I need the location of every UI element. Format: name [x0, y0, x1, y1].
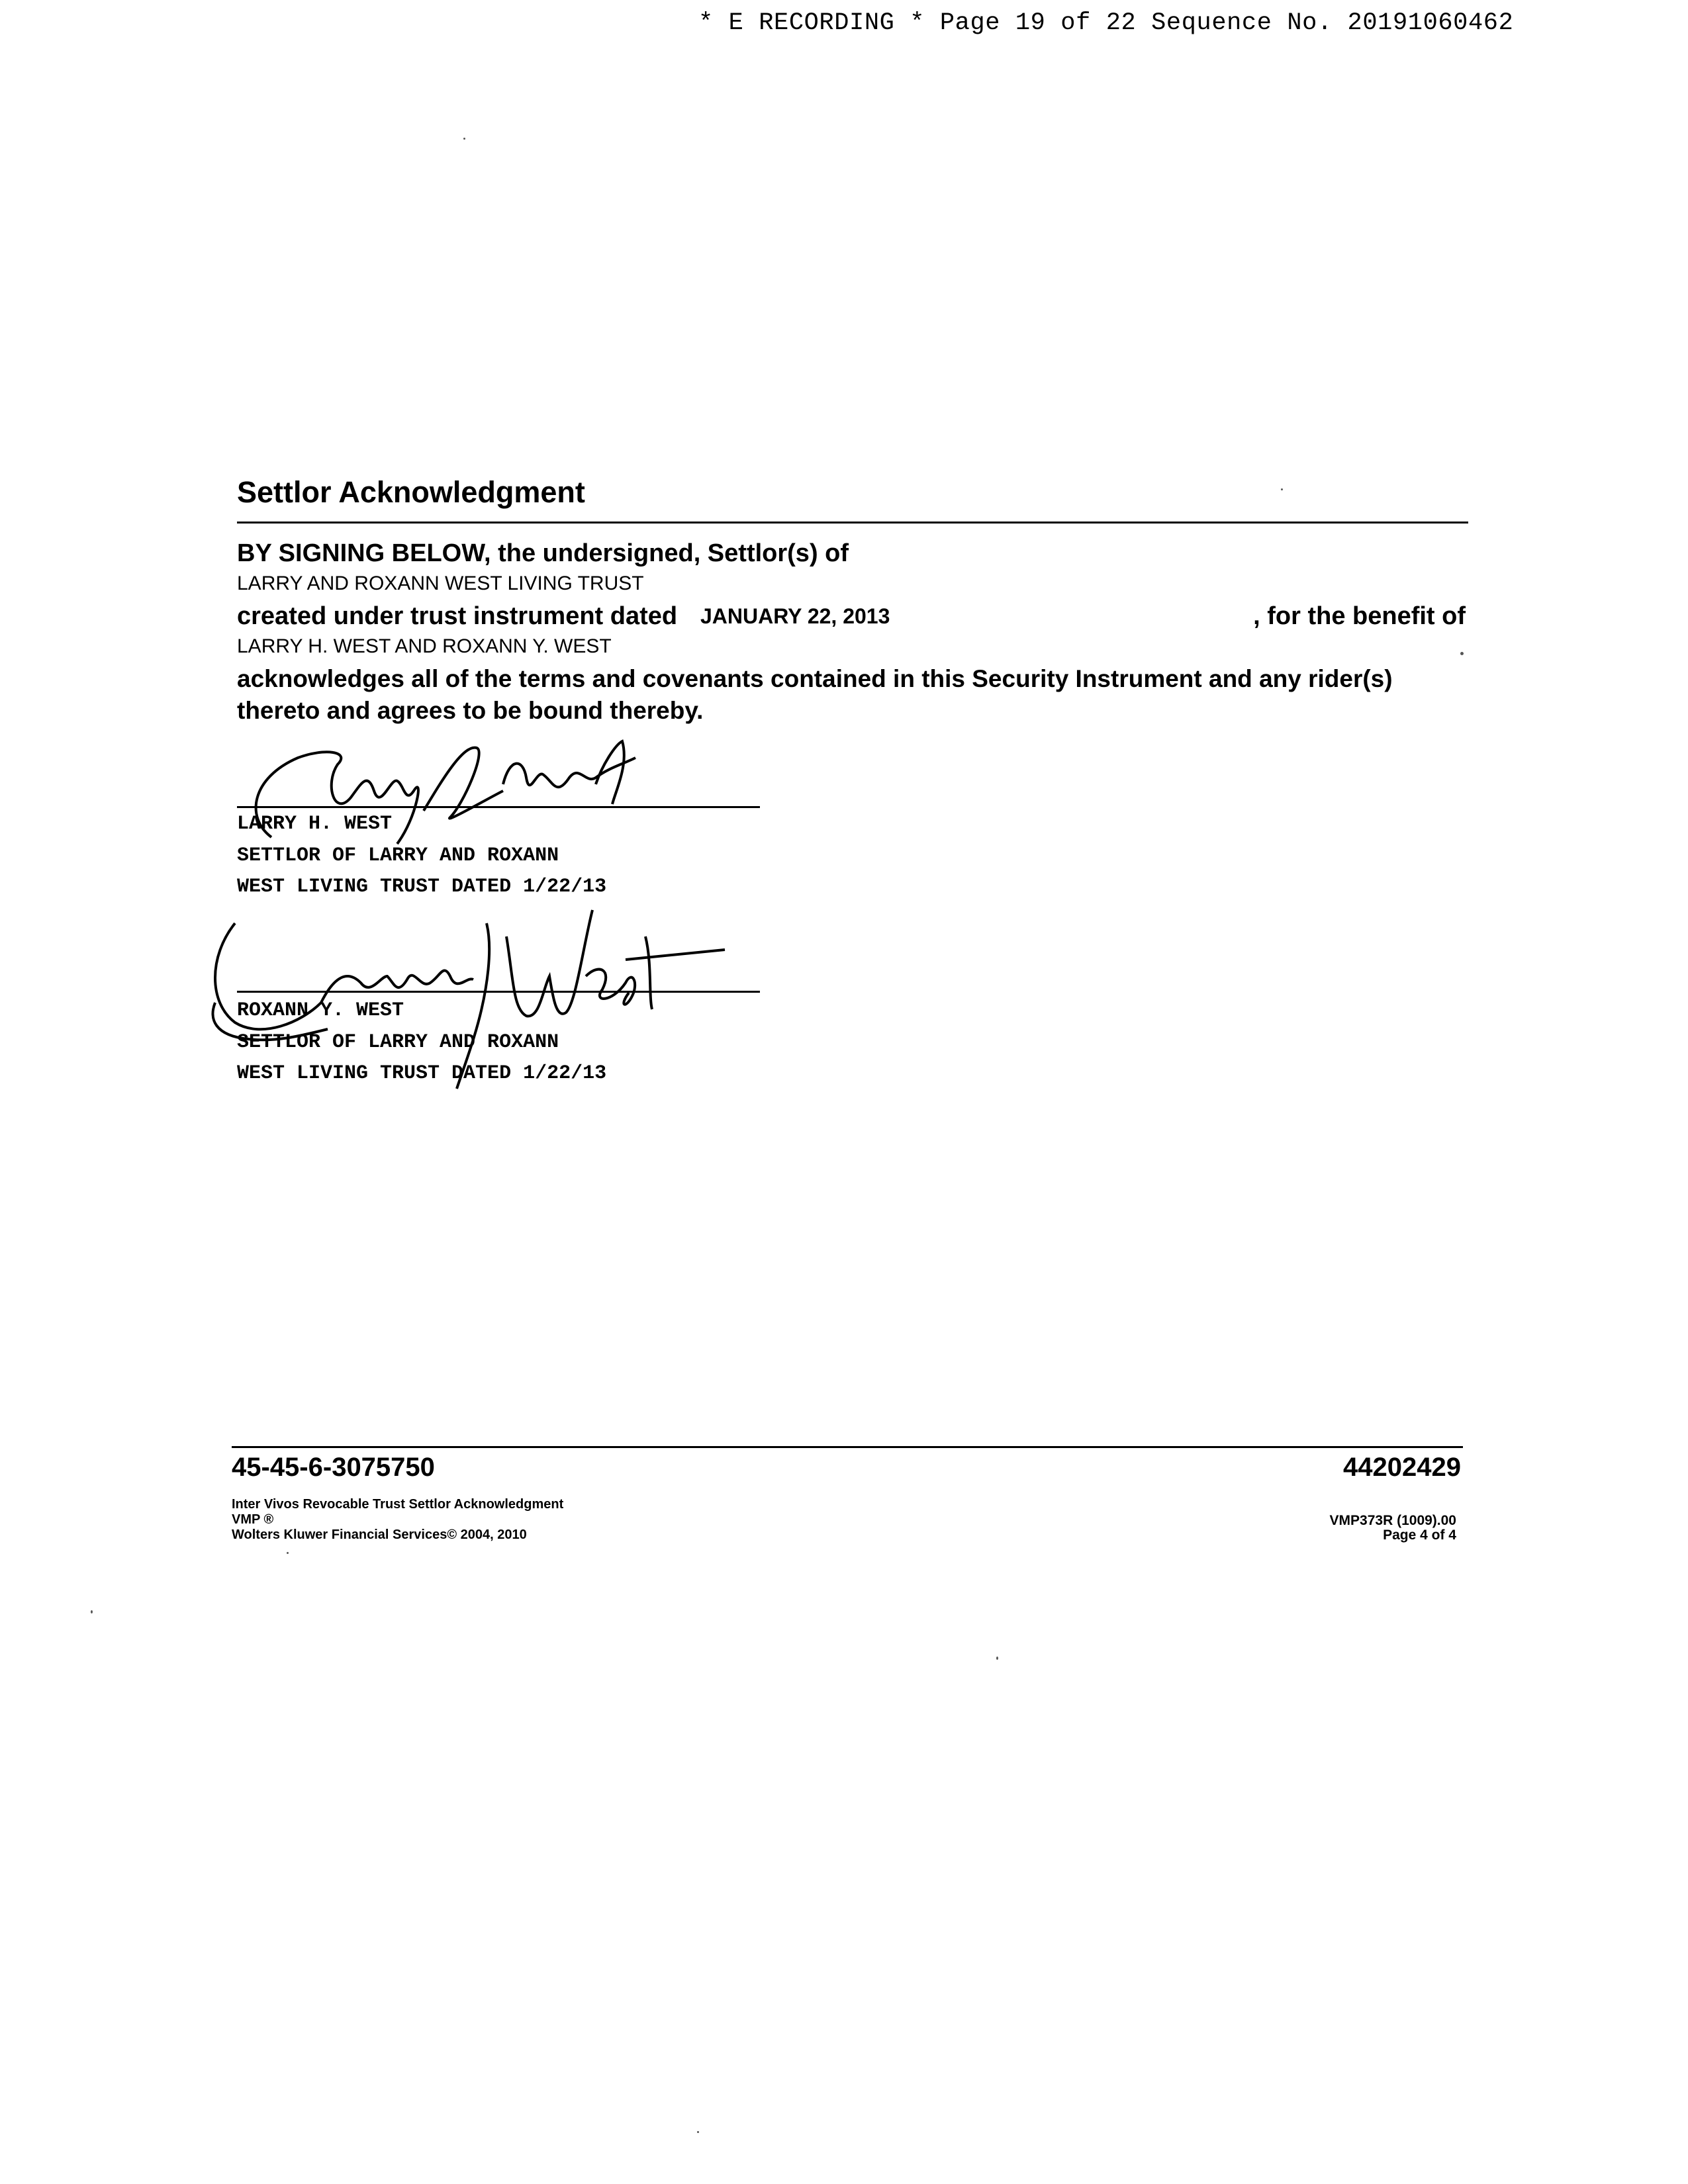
footer-rule	[232, 1446, 1463, 1448]
publisher: Wolters Kluwer Financial Services© 2004, 2010	[232, 1527, 527, 1542]
benefit-text: , for the benefit of	[1253, 602, 1466, 630]
beneficiaries: LARRY H. WEST AND ROXANN Y. WEST	[237, 635, 612, 657]
signer-name-2: ROXANN Y. WEST	[237, 999, 404, 1022]
trust-name: LARRY AND ROXANN WEST LIVING TRUST	[237, 572, 644, 594]
trust-date: JANUARY 22, 2013	[700, 604, 890, 628]
vmp-mark: VMP ®	[232, 1512, 274, 1527]
form-title: Inter Vivos Revocable Trust Settlor Acknowledgment	[232, 1497, 564, 1512]
page-indicator: Page 4 of 4	[1383, 1527, 1456, 1543]
scan-speck	[1460, 652, 1464, 655]
scan-speck	[287, 1552, 289, 1554]
scan-speck	[463, 138, 465, 140]
signer-name-1: LARRY H. WEST	[237, 813, 393, 835]
title-rule	[237, 522, 1468, 523]
ack-line-1: acknowledges all of the terms and covenants contained in this Security Instrument and any rider(s)	[237, 665, 1393, 692]
loan-number: 45-45-6-3075750	[232, 1453, 435, 1482]
signature-roxann	[195, 897, 725, 1089]
created-text: created under trust instrument dated	[237, 602, 678, 630]
scan-speck	[91, 1610, 93, 1614]
signer-title-2a: SETTLOR OF LARRY AND ROXANN	[237, 1031, 559, 1054]
scan-speck	[697, 2131, 699, 2133]
form-code: VMP373R (1009).00	[1329, 1513, 1456, 1528]
section-title: Settlor Acknowledgment	[237, 475, 585, 509]
signature-line-2	[237, 991, 760, 993]
scan-speck	[996, 1657, 998, 1660]
recording-header: * E RECORDING * Page 19 of 22 Sequence No. 20191060462	[698, 9, 1514, 37]
doc-number: 44202429	[1343, 1453, 1461, 1482]
signer-title-2b: WEST LIVING TRUST DATED 1/22/13	[237, 1062, 607, 1085]
signer-title-1a: SETTLOR OF LARRY AND ROXANN	[237, 844, 559, 867]
signer-title-1b: WEST LIVING TRUST DATED 1/22/13	[237, 876, 607, 898]
intro-text: BY SIGNING BELOW, the undersigned, Settlor(s) of	[237, 539, 849, 567]
ack-line-2: thereto and agrees to be bound thereby.	[237, 697, 704, 724]
scan-speck	[1281, 488, 1283, 490]
signature-line-1	[237, 806, 760, 808]
